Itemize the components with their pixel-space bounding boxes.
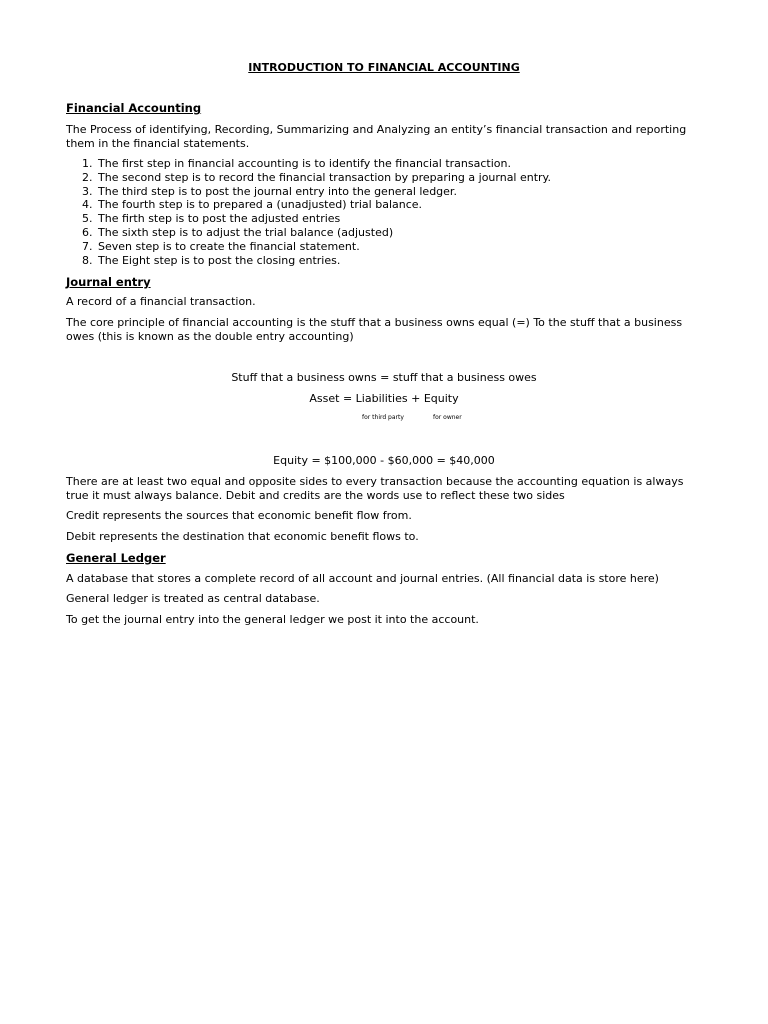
list-item-text: The firth step is to post the adjusted entries — [98, 212, 341, 226]
two-sides-text: There are at least two equal and opposite sides to every transaction because the accounting equation is always true it must always balance. Debit and credits are the words use to reflect these two sides — [66, 475, 684, 502]
list-item-number: 5. — [82, 212, 93, 226]
list-item-text: Seven step is to create the financial statement. — [98, 239, 360, 253]
journal-entry-definition-block — [66, 295, 702, 309]
equity-example: Equity = $100,000 - $60,000 = $40,000 — [273, 454, 495, 467]
journal-entry-section — [66, 275, 702, 289]
general-ledger-section — [66, 551, 702, 565]
general-ledger-definition-block — [66, 572, 702, 586]
list-item-number: 2. — [82, 170, 93, 184]
list-item-text: The fourth step is to prepared a (unadjusted) trial balance. — [98, 198, 423, 212]
label-owner: for owner — [433, 414, 462, 421]
list-item-number: 8. — [82, 253, 93, 267]
credit-block — [66, 509, 702, 523]
financial-accounting-definition-block — [66, 123, 702, 151]
financial-accounting-definition: The Process of identifying, Recording, Summarizing and Analyzing an entity’s financial transaction and reporting them in the financial statements. — [66, 123, 687, 150]
list-item-number: 6. — [82, 225, 93, 239]
list-item — [66, 157, 702, 171]
general-ledger-heading: General Ledger — [66, 551, 166, 565]
list-item — [66, 226, 702, 240]
accounting-equation: Asset = Liabilities + Equity — [309, 392, 459, 405]
debit-block — [66, 530, 702, 544]
document-title: INTRODUCTION TO FINANCIAL ACCOUNTING — [248, 61, 520, 74]
list-item-text: The sixth step is to adjust the trial balance (adjusted) — [98, 225, 394, 239]
list-item-number: 3. — [82, 184, 93, 198]
list-item — [66, 240, 702, 254]
list-item-text: The Eight step is to post the closing entries. — [98, 253, 341, 267]
list-item-text: The third step is to post the journal entry into the general ledger. — [98, 184, 457, 198]
journal-entry-heading: Journal entry — [66, 275, 151, 289]
financial-accounting-heading: Financial Accounting — [66, 101, 202, 115]
accounting-steps-list — [66, 157, 702, 267]
credit-text: Credit represents the sources that economic benefit flow from. — [66, 509, 412, 522]
accounting-steps-block — [66, 157, 702, 267]
equation-words: Stuff that a business owns = stuff that a business owes — [231, 371, 537, 384]
journal-entry-definition: A record of a financial transaction. — [66, 295, 256, 308]
core-principle-block — [66, 316, 702, 344]
core-principle-text: The core principle of financial accounting is the stuff that a business owns equal (=) To the stuff that a business owes (this is known as the double entry accounting) — [66, 316, 683, 343]
financial-accounting-section — [66, 101, 702, 115]
list-item-text: The first step in financial accounting is to identify the financial transaction. — [98, 157, 511, 170]
general-ledger-definition: A database that stores a complete record of all account and journal entries. (All financial data is store here) — [66, 572, 659, 585]
two-sides-block — [66, 475, 702, 503]
general-ledger-posting-text: To get the journal entry into the general ledger we post it into the account. — [66, 613, 479, 626]
document-page — [66, 0, 702, 1024]
list-item — [66, 254, 702, 268]
general-ledger-posting-block — [66, 613, 702, 627]
list-item — [66, 198, 702, 212]
list-item-number: 4. — [82, 198, 93, 212]
label-third-party: for third party — [362, 414, 404, 421]
list-item — [66, 171, 702, 185]
general-ledger-central-block — [66, 592, 702, 606]
list-item — [66, 212, 702, 226]
debit-text: Debit represents the destination that economic benefit flows to. — [66, 530, 419, 543]
list-item — [66, 185, 702, 199]
list-item-number: 7. — [82, 239, 93, 253]
list-item-number: 1. — [82, 157, 93, 170]
list-item-text: The second step is to record the financial transaction by preparing a journal entry. — [98, 170, 551, 184]
general-ledger-central-text: General ledger is treated as central database. — [66, 592, 320, 605]
